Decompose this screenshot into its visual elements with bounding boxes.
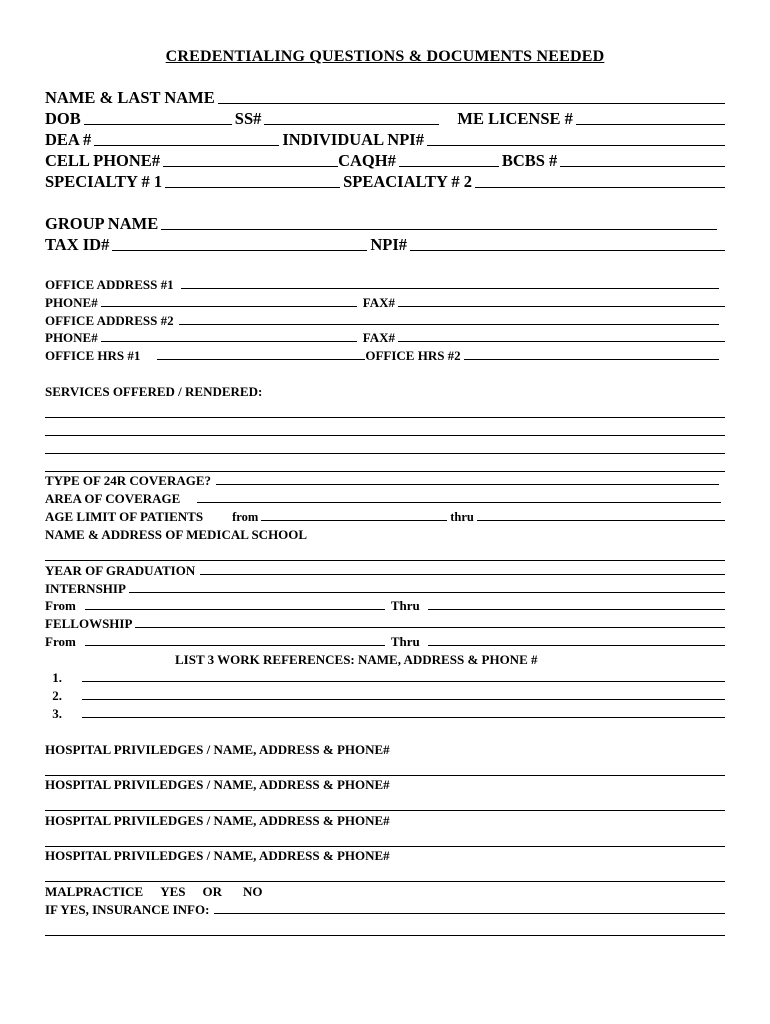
individual-npi-label: INDIVIDUAL NPI#: [282, 130, 424, 149]
individual-npi-field[interactable]: [427, 145, 725, 146]
group-npi-label: NPI#: [370, 235, 407, 254]
services-row: [45, 383, 725, 400]
malpractice-or: OR: [202, 884, 223, 899]
internship-from-field[interactable]: [85, 609, 385, 610]
age-limit-label: AGE LIMIT OF PATIENTS: [45, 509, 204, 524]
dea-label: DEA #: [45, 130, 92, 149]
dea-row: [45, 130, 725, 150]
reference-number: 2.: [52, 688, 62, 703]
group-name-label: GROUP NAME: [45, 214, 159, 233]
reference-number: 1.: [52, 670, 62, 685]
internship-row: [45, 580, 725, 597]
office-address1-row: [45, 276, 725, 293]
services-line[interactable]: [45, 435, 725, 436]
office-address1-field[interactable]: [181, 288, 719, 289]
malpractice-row: [45, 883, 725, 900]
services-label: SERVICES OFFERED / RENDERED:: [45, 384, 263, 399]
reference-field[interactable]: [82, 699, 725, 700]
caqh-field[interactable]: [399, 166, 499, 167]
age-thru-field[interactable]: [477, 520, 725, 521]
med-school-label: NAME & ADDRESS OF MEDICAL SCHOOL: [45, 527, 308, 542]
hospital-label: HOSPITAL PRIVILEDGES / NAME, ADDRESS & PHONE#: [45, 742, 390, 757]
reference-field[interactable]: [82, 681, 725, 682]
cell-phone-row: [45, 151, 725, 171]
group-npi-field[interactable]: [410, 250, 725, 251]
fellowship-row: [45, 615, 725, 632]
specialty2-field[interactable]: [475, 187, 725, 188]
phone2-row: [45, 329, 725, 346]
tax-id-label: TAX ID#: [45, 235, 110, 254]
coverage-type-row: [45, 472, 725, 489]
phone1-row: [45, 294, 725, 311]
reference-item: [24, 669, 725, 686]
fellowship-field[interactable]: [135, 627, 725, 628]
coverage-area-label: AREA OF COVERAGE: [45, 491, 181, 506]
hospital-label: HOSPITAL PRIVILEDGES / NAME, ADDRESS & PHONE#: [45, 848, 390, 863]
cell-phone-field[interactable]: [163, 166, 338, 167]
med-school-row: [45, 526, 725, 543]
age-limit-row: [45, 508, 725, 525]
phone1-label: PHONE#: [45, 295, 98, 310]
hospital-row: [45, 847, 725, 864]
tax-id-row: [45, 235, 725, 255]
references-heading-row: [175, 651, 675, 668]
coverage-type-field[interactable]: [216, 484, 719, 485]
specialty1-label: SPECIALTY # 1: [45, 172, 163, 191]
fax1-label: FAX#: [362, 295, 395, 310]
insurance-label: IF YES, INSURANCE INFO:: [45, 902, 210, 917]
specialty2-label: SPEACIALTY # 2: [343, 172, 473, 191]
bcbs-label: BCBS #: [501, 151, 558, 170]
age-from-field[interactable]: [261, 520, 447, 521]
specialty1-field[interactable]: [165, 187, 340, 188]
me-license-label: ME LICENSE #: [457, 109, 573, 128]
reference-item: [24, 705, 725, 722]
malpractice-no[interactable]: NO: [243, 884, 263, 899]
insurance-field[interactable]: [214, 913, 725, 914]
internship-label: INTERNSHIP: [45, 581, 126, 596]
specialty-row: [45, 172, 725, 192]
fax2-field[interactable]: [398, 341, 725, 342]
hospital-row: [45, 776, 725, 793]
insurance-line[interactable]: [45, 935, 725, 936]
dob-row: [45, 109, 725, 129]
fellowship-from-label: From: [45, 634, 76, 649]
hospital-row: [45, 741, 725, 758]
tax-id-field[interactable]: [112, 250, 367, 251]
ss-label: SS#: [234, 109, 262, 128]
page-title: CREDENTIALING QUESTIONS & DOCUMENTS NEEDED: [165, 48, 605, 65]
fellowship-label: FELLOWSHIP: [45, 616, 133, 631]
hospital-line[interactable]: [45, 881, 725, 882]
fax1-field[interactable]: [398, 306, 725, 307]
internship-thru-field[interactable]: [428, 609, 725, 610]
grad-year-row: [45, 562, 725, 579]
group-name-field[interactable]: [161, 229, 717, 230]
hospital-label: HOSPITAL PRIVILEDGES / NAME, ADDRESS & PHONE#: [45, 777, 390, 792]
office-hrs1-label: OFFICE HRS #1: [45, 348, 141, 363]
hospital-row: [45, 812, 725, 829]
age-thru-label: thru: [450, 510, 474, 524]
fellowship-thru-field[interactable]: [428, 645, 725, 646]
dea-field[interactable]: [94, 145, 279, 146]
cell-phone-label: CELL PHONE#: [45, 151, 161, 170]
fax2-label: FAX#: [362, 330, 395, 345]
caqh-label: CAQH#: [338, 151, 396, 170]
name-row: [45, 88, 725, 108]
coverage-area-field[interactable]: [197, 502, 721, 503]
fellowship-thru-label: Thru: [390, 634, 420, 649]
group-name-row: [45, 214, 725, 234]
internship-field[interactable]: [129, 592, 725, 593]
office-address2-field[interactable]: [179, 324, 719, 325]
med-school-line[interactable]: [45, 560, 725, 561]
office-address1-label: OFFICE ADDRESS #1: [45, 277, 174, 292]
name-field[interactable]: [218, 103, 725, 104]
internship-from-label: From: [45, 598, 76, 613]
malpractice-yes[interactable]: YES: [160, 884, 186, 899]
phone2-field[interactable]: [101, 341, 357, 342]
bcbs-field[interactable]: [560, 166, 725, 167]
grad-year-label: YEAR OF GRADUATION: [45, 563, 196, 578]
insurance-row: [45, 901, 725, 918]
me-license-field[interactable]: [576, 124, 725, 125]
internship-thru-label: Thru: [390, 598, 420, 613]
reference-number: 3.: [52, 706, 62, 721]
office-hrs-row: [45, 347, 725, 364]
office-hrs1-field[interactable]: [157, 359, 365, 360]
fellowship-from-field[interactable]: [85, 645, 385, 646]
hospital-label: HOSPITAL PRIVILEDGES / NAME, ADDRESS & PHONE#: [45, 813, 390, 828]
services-line[interactable]: [45, 417, 725, 418]
internship-dates-row: [45, 597, 725, 614]
phone1-field[interactable]: [101, 306, 357, 307]
malpractice-label: MALPRACTICE: [45, 884, 144, 899]
dob-label: DOB: [45, 109, 81, 128]
reference-item: [24, 687, 725, 704]
office-hrs2-label: OFFICE HRS #2: [365, 348, 461, 363]
name-label: NAME & LAST NAME: [45, 88, 215, 107]
phone2-label: PHONE#: [45, 330, 98, 345]
office-hrs2-field[interactable]: [464, 359, 719, 360]
references-heading: LIST 3 WORK REFERENCES: NAME, ADDRESS & PHONE #: [175, 652, 538, 667]
coverage-type-label: TYPE OF 24R COVERAGE?: [45, 473, 211, 488]
office-address2-label: OFFICE ADDRESS #2: [45, 313, 174, 328]
fellowship-dates-row: [45, 633, 725, 650]
grad-year-field[interactable]: [200, 574, 725, 575]
coverage-area-row: [45, 490, 725, 507]
reference-field[interactable]: [82, 717, 725, 718]
services-line[interactable]: [45, 453, 725, 454]
age-from-label: from: [232, 510, 259, 524]
ss-field[interactable]: [264, 124, 439, 125]
dob-field[interactable]: [84, 124, 232, 125]
hospital-line[interactable]: [45, 810, 725, 811]
office-address2-row: [45, 312, 725, 329]
